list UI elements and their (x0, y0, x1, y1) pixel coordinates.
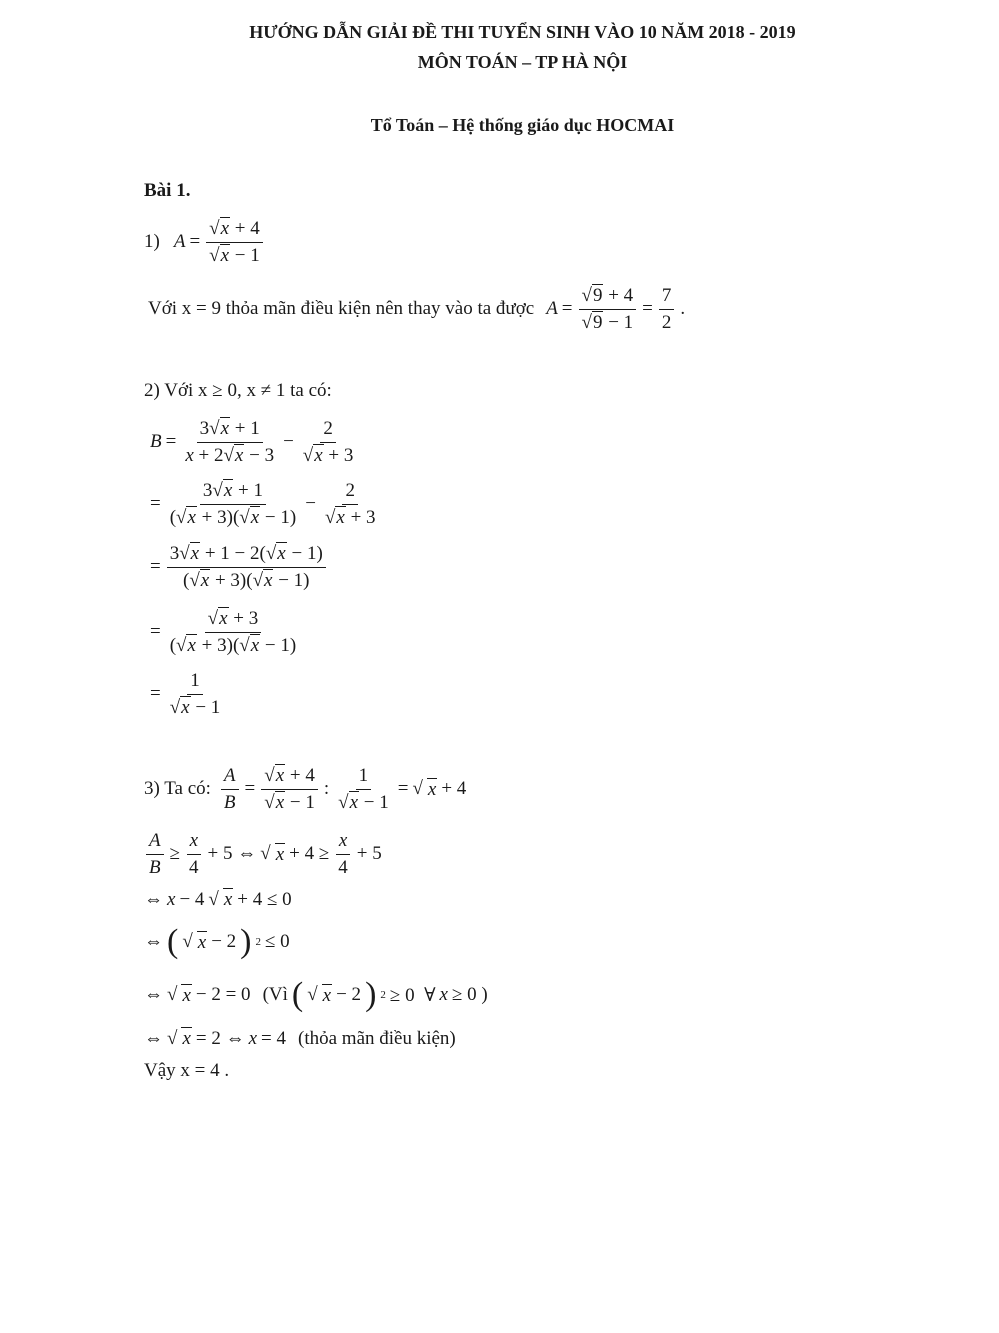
part3-step-2: ⇔ x − 4 √ x + 4 ≤ 0 (144, 888, 292, 910)
part3-step-5: ⇔ √ x = 2 ⇔ x = 4 (thỏa mãn điều kiện) (144, 1027, 456, 1049)
part2-step-3: = $\frac{3√x + 1 - 2(√x - 1)}{(√x + 3)(√x - 1)}$ (150, 543, 328, 592)
section-heading: Bài 1. (144, 180, 191, 201)
part3-step-4: ⇔ √ x − 2 = 0 (Vì ( √ x − 2 ) 2 ≥ 0 ∀ x ≥ 0 ) (144, 976, 488, 1013)
vi-text: (Vì (262, 984, 288, 1005)
part3-step-3: ⇔ ( √ x − 2 ) 2 ≤ 0 (144, 923, 290, 960)
condition-text: (thỏa mãn điều kiện) (298, 1027, 456, 1049)
part2-text: 2) Với x ≥ 0, x ≠ 1 ta có: (144, 380, 332, 401)
part2-step-4: = $\frac{√x + 3}{(√x + 3)(√x - 1)}$ (150, 608, 297, 656)
part1-substitution: Với x = 9 thỏa mãn điều kiện nên thay vào ta được A = $\frac{√9 + 4}{√9 - 1}$ = $\frac{7}{2}$ . (148, 285, 686, 333)
part3-step-1: $\frac{A}{B}$ ≥ $\frac{x}{4}$ + 5 ⇔ √ x + 4 ≥ $\frac{x}{4}$ + 5 (144, 830, 382, 879)
part1-text: Với x = 9 thỏa mãn điều kiện nên thay vào ta được (148, 298, 535, 320)
title-line-2: MÔN TOÁN – TP HÀ NỘI (417, 52, 628, 72)
part3-ratio: 3) Ta có: $\frac{A}{B}$ = $\frac{√x + 4}{√x - 1}$ : $\frac{1}{√x - 1}$ = √ x + 4 (144, 765, 467, 813)
conclusion: Vậy x = 4 . (144, 1060, 230, 1081)
part2-step-1: B = $\frac{3√x + 1}{x + 2√x - 3}$ − $\frac{2}{√x + 3}$ (150, 418, 354, 466)
part3-label: 3) Ta có: (144, 778, 211, 800)
part2-step-2: = $\frac{3√x + 1}{(√x + 3)(√x - 1)}$ − $\frac{2}{√x + 3}$ (150, 480, 376, 528)
author-line: Tổ Toán – Hệ thống giáo dục HOCMAI (370, 115, 675, 135)
part1-formula: 1) A = $\frac{√x + 4}{√x - 1}$ (144, 218, 265, 267)
title-line-1: HƯỚNG DẪN GIẢI ĐỀ THI TUYỂN SINH VÀO 10 NĂM 2018 - 2019 (249, 22, 796, 42)
part2-step-5: = $\frac{1}{√x - 1}$ (150, 670, 221, 718)
part1-label: 1) (144, 231, 160, 253)
